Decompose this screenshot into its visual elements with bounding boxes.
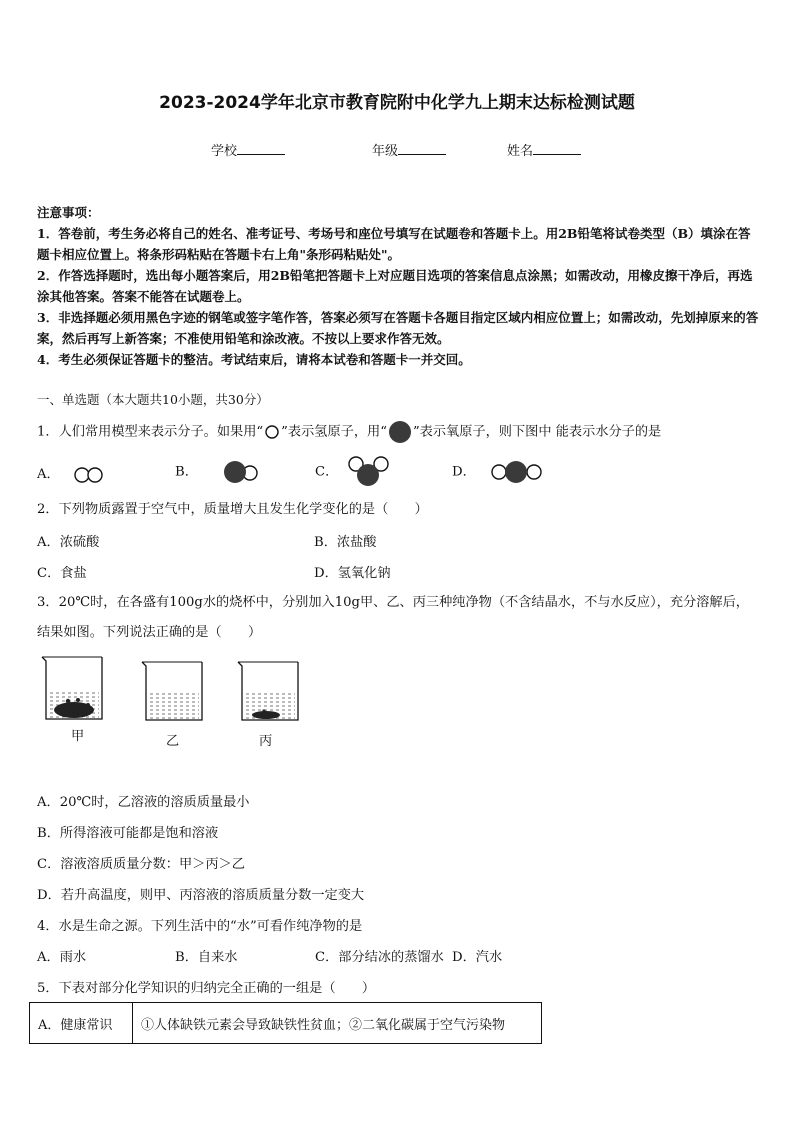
q2-option-b[interactable]: B．浓盐酸: [314, 535, 377, 550]
q3-option-c[interactable]: C．溶液溶质质量分数：甲＞丙＞乙: [37, 857, 245, 872]
q4-option-a[interactable]: A．雨水: [37, 950, 87, 965]
name-field: [507, 140, 581, 159]
name-blank[interactable]: [533, 142, 581, 155]
q1-option-c[interactable]: [315, 456, 396, 488]
molecule-d-icon: [488, 459, 548, 485]
note-item: 1．答卷前，考生务必将自己的姓名、准考证号、考场号和座位号填写在试题卷和答题卡上。用2B铅笔将试卷类型（B）填涂在答题卡相应位置上。将条形码粘贴在答题卡右上角"条形码粘贴处"。: [37, 226, 751, 262]
option-label: B．: [175, 464, 198, 480]
beaker-yi-icon: [142, 662, 202, 720]
section-heading: 一、单选题（本大题共10小题，共30分）: [37, 392, 269, 407]
notes-heading: 注意事项：: [37, 205, 100, 220]
q3-option-d[interactable]: D．若升高温度，则甲、丙溶液的溶质质量分数一定变大: [37, 888, 365, 903]
note-item: 3．非选择题必须用黑色字迹的钢笔或签字笔作答，答案必须写在答题卡各题目指定区域内相应位置上；如需改动，先划掉原来的答案，然后再写上新答案；不准使用铅笔和涂改液。不按以上要求作答无效。: [37, 310, 759, 346]
q3-option-a[interactable]: A．20℃时，乙溶液的溶质质量最小: [37, 795, 250, 810]
q4-option-c[interactable]: C．部分结冰的蒸馏水: [315, 950, 444, 965]
option-label: A．: [37, 467, 60, 482]
note-item: 4．考生必须保证答题卡的整洁。考试结束后，请将本试卷和答题卡一并交回。: [37, 352, 471, 367]
beaker-label: 甲: [71, 729, 85, 744]
beaker-label: 乙: [166, 734, 180, 749]
q1-option-d[interactable]: [452, 459, 548, 485]
page-title: 2023-2024学年北京市教育院附中化学九上期末达标检测试题: [159, 93, 635, 113]
molecule-c-icon: [344, 456, 396, 488]
question-3-stem: 3．20℃时，在各盛有100g水的烧杯中，分别加入10g甲、乙、丙三种纯净物（不含结晶水，不与水反应），充分溶解后，结果如图。下列说法正确的是（ ）: [37, 595, 749, 640]
school-blank[interactable]: [237, 142, 285, 155]
q2-option-c[interactable]: C．食盐: [37, 566, 87, 581]
q1-text-part1: 1．人们常用模型来表示分子。如果用“: [37, 424, 264, 440]
q3-option-b[interactable]: B．所得溶液可能都是饱和溶液: [37, 826, 219, 841]
q1-text-part3: ”表示氧原子，则下图中 能表示水分子的是: [412, 424, 662, 440]
table-cell: A．健康常识: [30, 1003, 133, 1044]
q2-option-a[interactable]: A．浓硫酸: [37, 535, 100, 550]
beaker-jia-icon: [42, 657, 102, 719]
grade-blank[interactable]: [398, 142, 446, 155]
question-1-stem: [37, 420, 661, 444]
q4-option-d[interactable]: D．汽水: [452, 950, 503, 965]
note-item: 2．作答选择题时，选出每小题答案后，用2B铅笔把答题卡上对应题目选项的答案信息点涂黑；如需改动，用橡皮擦干净后，再选涂其他答案。答案不能答在试题卷上。: [37, 268, 753, 304]
q4-option-b[interactable]: B．自来水: [175, 950, 238, 965]
oxygen-atom-icon: [387, 420, 413, 444]
beaker-label: 丙: [259, 734, 273, 749]
school-label: 学校: [211, 144, 238, 159]
grade-field: [372, 140, 446, 159]
question-4-stem: 4．水是生命之源。下列生活中的“水”可看作纯净物的是: [37, 919, 363, 934]
q1-text-part2: ”表示氢原子，用“: [281, 424, 387, 440]
molecule-b-icon: [216, 458, 266, 486]
question-2-stem: 2．下列物质露置于空气中，质量增大且发生化学变化的是（ ）: [37, 502, 428, 517]
molecule-a-icon: [72, 466, 112, 484]
beaker-bing-icon: [238, 662, 298, 720]
name-label: 姓名: [507, 144, 534, 159]
question-5-stem: 5．下表对部分化学知识的归纳完全正确的一组是（ ）: [37, 981, 376, 996]
grade-label: 年级: [372, 144, 399, 159]
hydrogen-atom-icon: [263, 425, 281, 439]
option-label: C．: [315, 464, 339, 480]
table-cell: ①人体缺铁元素会导致缺铁性贫血；②二氧化碳属于空气污染物: [133, 1003, 542, 1044]
q2-option-d[interactable]: D．氢氧化钠: [314, 566, 391, 581]
school-field: [211, 140, 285, 159]
q1-option-a[interactable]: [37, 463, 112, 484]
option-label: D．: [452, 464, 476, 480]
knowledge-table: [29, 1002, 542, 1044]
notes-section: [37, 202, 759, 370]
q1-option-b[interactable]: [175, 458, 266, 486]
table-row: [30, 1003, 542, 1044]
